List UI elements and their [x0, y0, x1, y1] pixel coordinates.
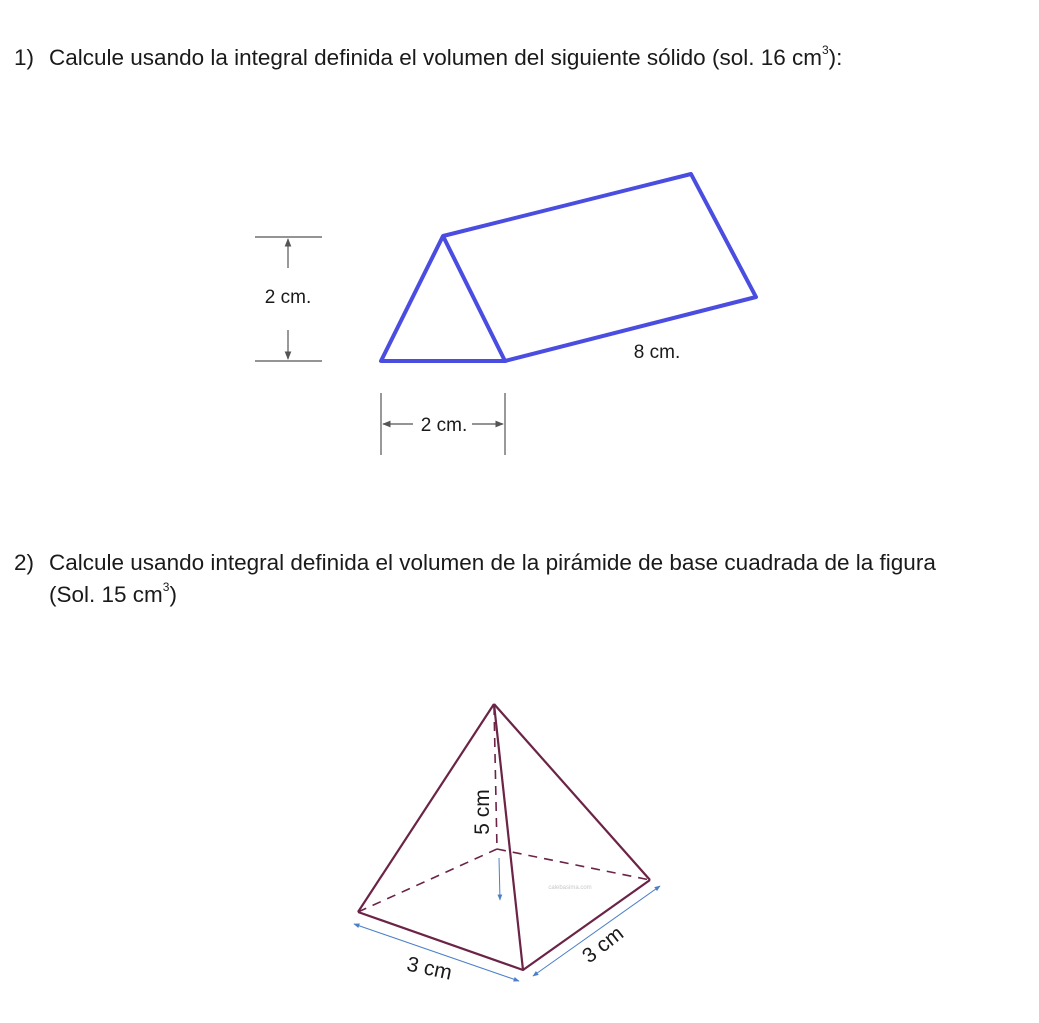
problem-2-solution-exponent: 3: [162, 580, 170, 594]
prism-height-label: 2 cm.: [264, 287, 312, 308]
prism-length-label: 8 cm.: [633, 342, 681, 363]
pyramid-base-side-label: 3 cm: [577, 921, 629, 968]
pyramid-height-label: 5 cm: [471, 789, 494, 835]
problem-1-solution-exponent: 3: [821, 43, 829, 57]
pyramid-height-arrow: [499, 858, 500, 900]
pyramid-hidden-edges: [358, 706, 650, 912]
problem-1-number: 1): [14, 45, 35, 70]
problem-1-solution-prefix: (sol. 16 cm: [711, 45, 822, 70]
problem-1-text: Calcule usando la integral definida el volumen del siguiente sólido: [49, 45, 706, 70]
problem-1-solution-suffix: ):: [828, 45, 843, 70]
square-pyramid-figure: [354, 704, 660, 985]
pyramid-watermark: calebasima.com: [548, 885, 592, 891]
prism-base-label: 2 cm.: [420, 415, 468, 436]
problem-2-solution-prefix: (Sol. 15 cm: [49, 582, 163, 607]
problem-2-text: Calcule usando integral definida el volumen de la pirámide de base cuadrada de la figura: [49, 550, 936, 575]
prism-outline: [381, 174, 756, 361]
triangular-prism-figure: [255, 174, 756, 455]
pyramid-base-front-label: 3 cm: [404, 952, 455, 985]
prism-front-triangle: [381, 236, 505, 361]
problem-2-number: 2): [14, 550, 35, 575]
problem-2-solution-suffix: ): [169, 582, 177, 607]
